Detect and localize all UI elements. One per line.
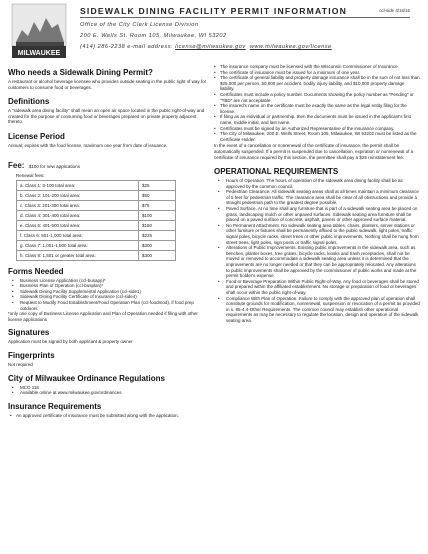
insurance-list-item: • If filing as an individual or partnership, then the documents must be issued in the applicant's first name, middle initial, and last name. [214,114,420,125]
doc-id: ccl-side 4/16/15 [379,8,410,13]
fee-title: Fee: [8,160,25,170]
ordinance-heading: City of Milwaukee Ordinance Regulations [8,373,165,383]
form-list-item: • Business Plan of Operation (ccl-busplan)* [8,283,208,289]
ordinance-list-item: • Available online at www.milwaukee.gov/ordinances [8,390,208,396]
website-link[interactable]: www.milwaukee.gov/license [249,44,332,50]
renewal-label: Renewal fees: [16,172,45,178]
operational-list-item: • Food or Beverage Preparation Within Public Right-of-Way. Any food or beverages shall be stored and prepared within the affiliated establishment. No storage or preparation of food or beverages shall occur within the public right-of-way. [214,279,420,296]
fee-amount: $25 [139,180,176,190]
definitions-text: A "sidewalk area dining facility" shall mean an open air space located in the public right-of-way and created for the purpose of consuming food or beverages prepared on private property adjacent thereto. [8,108,205,125]
forms-heading: Forms Needed [8,266,64,276]
header-divider [80,17,410,18]
fee-heading [8,155,208,173]
fee-row [17,240,176,250]
milwaukee-logo [10,2,70,60]
form-list-item: • Business License Application (ccl-busapp)* [8,278,208,284]
fee-note: $100 for new applications [28,163,80,169]
office-line: Office of the City Clerk License Division [80,22,199,28]
fee-row [17,220,176,230]
svg-text:MILWAUKEE: MILWAUKEE [17,50,61,57]
page-title: SIDEWALK DINING FACILITY PERMIT INFORMATION [80,6,348,16]
cancellation-text: In the event of a cancellation or nonrenewal of the certificate of insurance, the permit shall be automatically suspended. If a permit is suspended due to cancellation, expiration or nonrenewal of a certificate of insurance required by this section, the permittee shall pay a $25 reinstatement fee. [214,143,414,160]
insurance-list-item: • The insurance company must be licensed with the Wisconsin Commissioner of Insurance. [214,64,420,70]
forms-list [8,278,208,312]
fee-row [17,200,176,210]
fee-class-label: f. Class 6: 501-1,000 total area: [17,230,139,240]
fee-row [17,210,176,220]
insurance-list-item: • Certificates must include a policy number. Documents showing the policy number as "Pending" or "TBD" are not acceptable. [214,92,420,103]
fee-amount: $300 [139,240,176,250]
operational-list-item: • Pedestrian Clearance. All sidewalk seating areas shall at all times maintain a minimum clearance of 5 feet for pedestrian traffic. The clearance area shall be clear of all obstructions and provide a straight pedestrian path to the greatest degree possible. [214,189,420,206]
operational-list-item: • Compliance With Plan of Operation. Failure to comply with the approved plan of operation shall constitute grounds for modification, nonrenewal, suspension or revocation of a permit as provided in s. 85-4.4-Other Requirements. The common council may establish other operational requirements as may be necessary to regulate the location, design and operation of the sidewalk seating area. [214,296,420,324]
insurance-list-item: • The insured's name on the certificate must be exactly the same as the legal entity filing for the license. [214,103,420,114]
operational-list [214,178,420,323]
fees-table [16,180,176,261]
fee-class-label: h. Class 8: 1,501 or greater total area: [17,250,139,260]
insurance-list-item: • Certificates must be signed by an Authorized Representative of the insurance company. [214,126,420,132]
fee-amount: $100 [139,210,176,220]
fee-row [17,230,176,240]
fee-class-label: e. Class 5: 401-500 total area: [17,220,139,230]
fee-amount: $50 [139,190,176,200]
insurance-list-right [214,64,420,142]
license-period-heading: License Period [8,131,65,141]
fee-class-label: a. Class 1: 0-100 total area: [17,180,139,190]
insurance-list-left [8,413,208,419]
definitions-heading: Definitions [8,97,50,107]
ordinance-list [8,385,208,396]
insurance-list-item: • The certificate of general liability and property damage insurance shall be in the sum of not less than $25,000 per person, 50,000 per accident, bodily injury liability, and $10,000 property damage liability. [214,75,420,92]
fee-amount: $150 [139,220,176,230]
operational-list-item: • No Permanent Attachment. No sidewalk seating area tables, chairs, planters, server stations or other furniture or fixtures shall be permanently affixed to the public sidewalk, light poles, traffic signal poles, bicycle racks, street trees or other public improvements. Nothing shall be hung from street trees, light poles, sign posts or traffic signal poles. [214,223,420,245]
fingerprints-heading: Fingerprints [8,350,55,360]
contact-line [80,44,332,50]
who-needs-text: A restaurant or alcohol beverage licensee who provides outside seating in the public right of way for customers to consume food or beverages. [8,79,207,90]
fee-row [17,190,176,200]
fee-class-label: b. Class 2: 101-200 total area: [17,190,139,200]
right-column [214,64,420,324]
fee-class-label: g. Class 7: 1,001-1,500 total area: [17,240,139,250]
address-line: 200 E. Wells St. Room 105, Milwaukee, WI 53202 [80,33,227,39]
license-period-text: Annual; expires with the food license, maximum one year from date of issuance. [8,142,168,148]
form-list-item: • Sidewalk Dining Facility Certificate of Insurance (ccl-side4) [8,294,208,300]
who-needs-heading: Who needs a Sidewalk Dining Permit? [8,68,153,77]
header [0,0,428,64]
fee-amount: $225 [139,230,176,240]
fee-class-label: d. Class 4: 301-400 total area: [17,210,139,220]
insurance-list-item: • An approved certificate of insurance must be submitted along with the application. [8,413,208,419]
email-link[interactable]: license@milwaukee.gov [175,44,246,50]
operational-list-item: • Hours of Operation. The hours of operation of the sidewalk area dining facility shall be as approved by the common council. [214,178,420,189]
fee-row [17,180,176,190]
signatures-heading: Signatures [8,328,50,338]
forms-note: *only one copy of Business License Application and Plan of Operation needed if filing with other license applications [8,311,198,322]
form-list-item: • Request to Modify Food Establishment/Food Operation Plan (ccl-foodmod), if food prep outdoors [8,300,208,311]
signatures-text: Application must be signed by both applicant & property owner [8,339,133,345]
operational-list-item: • Paved Surface. At no time shall any furniture that is part of a sidewalk seating area be placed on grass, landscaping mulch or other unpaved surfaces. Sidewalk seating area furniture shall be placed on a paved surface of concrete, asphalt, pavers or other approved surface material. [214,206,420,223]
insurance-list-item: • The City of Milwaukee, 200 E. Wells Street, Room 105, Milwaukee, WI 53202 must be listed as the Certificate Holder. [214,131,420,142]
fee-class-label: c. Class 3: 201-300 total area: [17,200,139,210]
phone-text: (414) 286-2238 e-mail address: [80,44,176,50]
fee-amount: $75 [139,200,176,210]
insurance-list-item: • The certificate of insurance must be issued for a minimum of one year. [214,70,420,76]
fingerprints-text: Not required [8,361,33,367]
ordinance-list-item: • MCO 115 [8,385,208,391]
left-column [8,64,208,418]
operational-list-item: • Alterations of Public Improvements. Existing public improvements in the sidewalk area, such as benches, planter boxes, tree grates, bicycle racks, kiosks and trash receptacles, shall not be moved or removed to accommodate a sidewalk seating area unless it is determined that the improvements are no longer needed or that they can be appropriately relocated. Any alterations to public improvements shall be approved by the commissioner of public works and made at the permit holder's expense. [214,245,420,279]
fee-row [17,250,176,260]
operational-heading: OPERATIONAL REQUIREMENTS [214,167,339,177]
insurance-heading: Insurance Requirements [8,401,102,411]
fee-amount: $300 [139,250,176,260]
form-list-item: • Sidewalk Dining Facility Supplemental Application (ccl-side1) [8,289,208,295]
